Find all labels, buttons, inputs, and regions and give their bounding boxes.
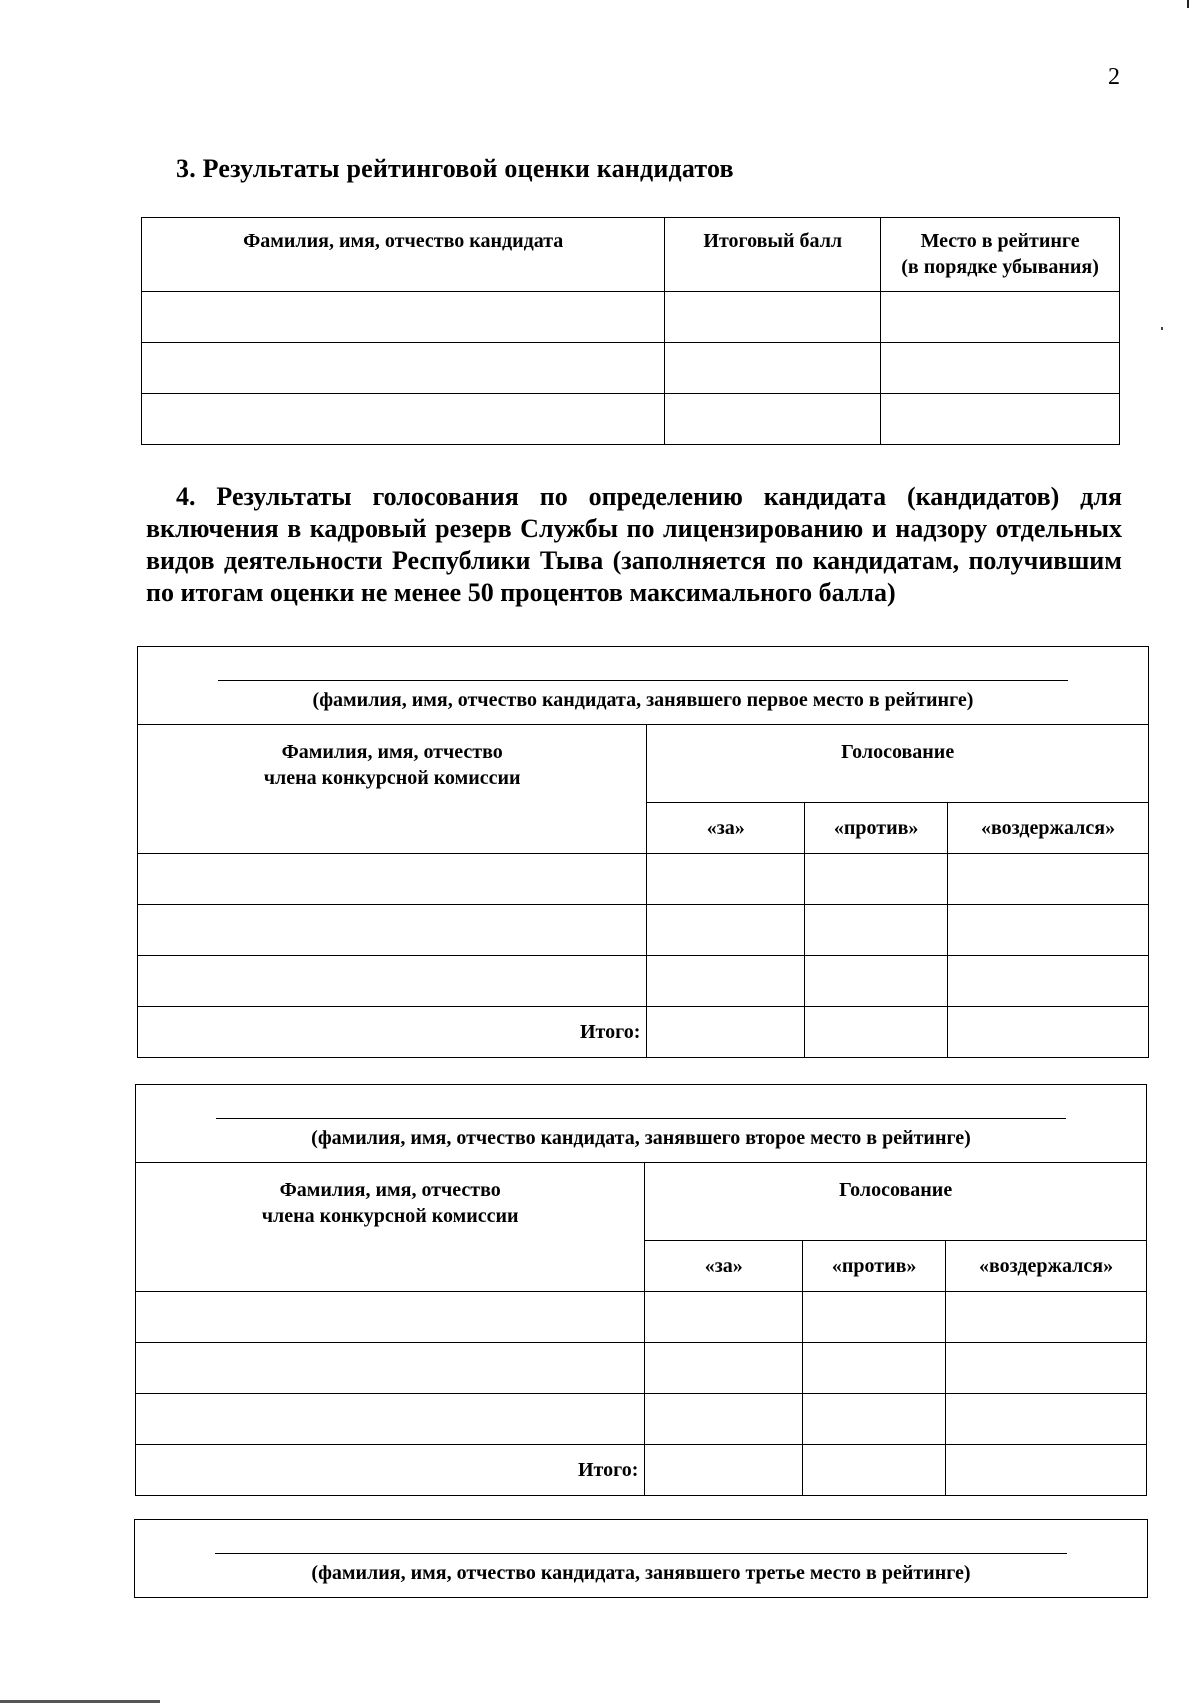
- total-for-cell[interactable]: [647, 1007, 805, 1058]
- total-abstain-cell[interactable]: [948, 1007, 1149, 1058]
- voting-header: Голосование: [647, 725, 1149, 803]
- score-cell[interactable]: [665, 343, 881, 394]
- abstain-cell[interactable]: [946, 1394, 1147, 1445]
- col-header-rank: [881, 218, 1120, 292]
- total-label: Итого:: [138, 1007, 647, 1058]
- table-row: [136, 1343, 1147, 1394]
- section-3-heading: 3. Результаты рейтинговой оценки кандидатов: [176, 154, 734, 183]
- vote-abstain-header: «воздержался»: [948, 803, 1149, 854]
- abstain-cell[interactable]: [946, 1292, 1147, 1343]
- member-header-line2: члена конкурсной комиссии: [261, 1205, 519, 1227]
- section-4-paragraph: 4. Результаты голосования по определению кандидата (кандидатов) для включения в кадровый резерв Службы по лицензированию и надзору отдельных видов деятельности Республики Тыва (заполняется по кандидатам, получившим по итогам оценки не менее 50 процентов максимального балла): [146, 482, 1122, 607]
- for-cell[interactable]: [645, 1343, 803, 1394]
- against-cell[interactable]: [805, 854, 948, 905]
- for-cell[interactable]: [647, 905, 805, 956]
- member-cell[interactable]: [136, 1394, 645, 1445]
- rank-cell[interactable]: [881, 292, 1120, 343]
- name-cell[interactable]: [142, 394, 665, 445]
- member-cell[interactable]: [138, 854, 647, 905]
- scan-speck: [1161, 327, 1163, 330]
- rank-cell[interactable]: [881, 394, 1120, 445]
- name-cell[interactable]: [142, 343, 665, 394]
- member-cell[interactable]: [136, 1343, 645, 1394]
- member-header: [136, 1163, 645, 1292]
- voting-header: Голосование: [645, 1163, 1147, 1241]
- member-cell[interactable]: [138, 905, 647, 956]
- rank-cell[interactable]: [881, 343, 1120, 394]
- vote-table-first-place: [137, 646, 1149, 1058]
- rating-results-table: [141, 217, 1120, 445]
- vote-table-second-place: [135, 1084, 1147, 1496]
- member-header-line2: члена конкурсной комиссии: [263, 767, 521, 789]
- candidate-caption: (фамилия, имя, отчество кандидата, занявшего второе место в рейтинге): [311, 1127, 971, 1149]
- total-abstain-cell[interactable]: [946, 1445, 1147, 1496]
- total-row: [138, 1007, 1149, 1058]
- table-row: [142, 394, 1120, 445]
- vote-against-header: «против»: [805, 803, 948, 854]
- for-cell[interactable]: [647, 854, 805, 905]
- vote-for-header: «за»: [645, 1241, 803, 1292]
- total-row: [136, 1445, 1147, 1496]
- member-header-line1: Фамилия, имя, отчество: [279, 1179, 501, 1201]
- col-header-rank-line2: (в порядке убывания): [901, 256, 1099, 278]
- candidate-caption-cell[interactable]: [138, 647, 1149, 725]
- member-header: [138, 725, 647, 854]
- candidate-caption-cell[interactable]: [136, 1085, 1147, 1163]
- total-against-cell[interactable]: [803, 1445, 946, 1496]
- signature-line: [216, 1118, 1066, 1119]
- abstain-cell[interactable]: [946, 1343, 1147, 1394]
- col-header-name: Фамилия, имя, отчество кандидата: [142, 218, 665, 292]
- member-header-line1: Фамилия, имя, отчество: [281, 741, 503, 763]
- col-header-rank-line1: Место в рейтинге: [920, 230, 1080, 252]
- table-row: [138, 905, 1149, 956]
- candidate-caption: (фамилия, имя, отчество кандидата, занявшего третье место в рейтинге): [311, 1562, 971, 1584]
- page-number: 2: [1108, 64, 1120, 90]
- for-cell[interactable]: [645, 1394, 803, 1445]
- for-cell[interactable]: [647, 956, 805, 1007]
- vote-abstain-header: «воздержался»: [946, 1241, 1147, 1292]
- table-row: [142, 292, 1120, 343]
- table-row: [136, 1394, 1147, 1445]
- candidate-caption-cell[interactable]: [135, 1520, 1148, 1598]
- against-cell[interactable]: [805, 905, 948, 956]
- abstain-cell[interactable]: [948, 905, 1149, 956]
- table-row: [138, 956, 1149, 1007]
- against-cell[interactable]: [805, 956, 948, 1007]
- scan-mark: [1187, 0, 1189, 8]
- score-cell[interactable]: [665, 292, 881, 343]
- table-row: [138, 854, 1149, 905]
- signature-line: [218, 680, 1068, 681]
- against-cell[interactable]: [803, 1394, 946, 1445]
- name-cell[interactable]: [142, 292, 665, 343]
- table-row: [142, 343, 1120, 394]
- against-cell[interactable]: [803, 1343, 946, 1394]
- candidate-caption: (фамилия, имя, отчество кандидата, занявшего первое место в рейтинге): [312, 689, 974, 711]
- member-cell[interactable]: [138, 956, 647, 1007]
- total-label: Итого:: [136, 1445, 645, 1496]
- for-cell[interactable]: [645, 1292, 803, 1343]
- vote-against-header: «против»: [803, 1241, 946, 1292]
- table-header-row: [142, 218, 1120, 292]
- vote-table-third-place: [134, 1519, 1148, 1598]
- table-row: [136, 1292, 1147, 1343]
- against-cell[interactable]: [803, 1292, 946, 1343]
- total-for-cell[interactable]: [645, 1445, 803, 1496]
- abstain-cell[interactable]: [948, 854, 1149, 905]
- scan-edge-line: [0, 1700, 160, 1703]
- score-cell[interactable]: [665, 394, 881, 445]
- vote-for-header: «за»: [647, 803, 805, 854]
- total-against-cell[interactable]: [805, 1007, 948, 1058]
- signature-line: [215, 1553, 1067, 1554]
- abstain-cell[interactable]: [948, 956, 1149, 1007]
- col-header-score: Итоговый балл: [665, 218, 881, 292]
- member-cell[interactable]: [136, 1292, 645, 1343]
